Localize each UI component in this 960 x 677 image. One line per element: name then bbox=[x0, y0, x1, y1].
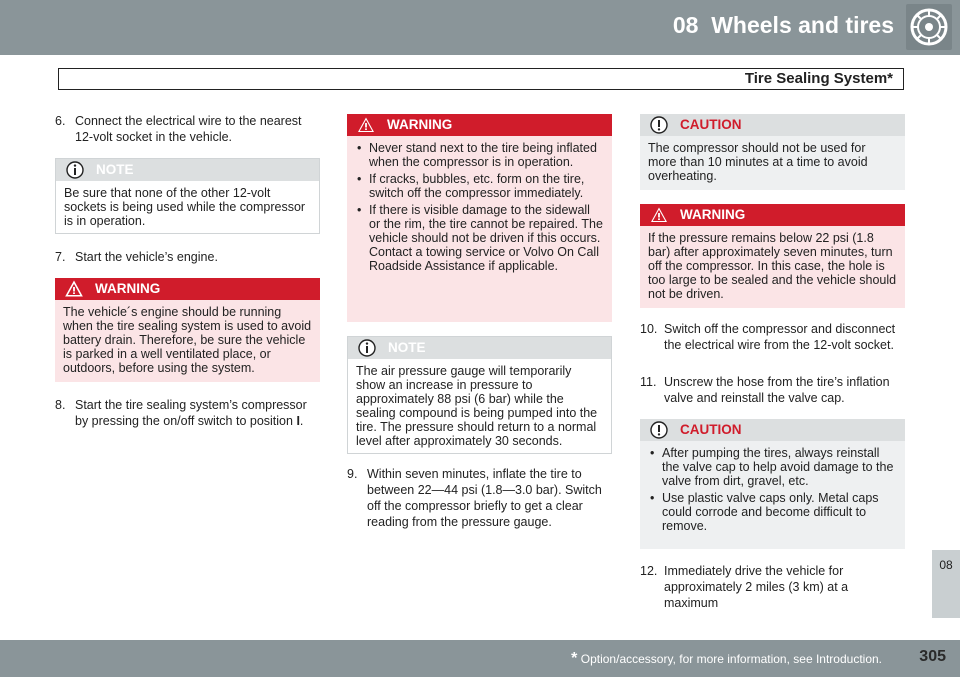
note-label: NOTE bbox=[388, 340, 426, 355]
warning-box bbox=[55, 278, 320, 382]
note-label: NOTE bbox=[96, 162, 134, 177]
chapter-side-tab bbox=[932, 550, 960, 618]
exclamation-icon bbox=[650, 116, 668, 134]
note-text: Be sure that none of the other 12-volt sockets is being used while the compressor is in operation. bbox=[64, 186, 306, 228]
step-number: 9. bbox=[347, 467, 358, 481]
info-icon bbox=[66, 161, 84, 179]
step-number: 6. bbox=[55, 114, 66, 128]
step-6 bbox=[55, 113, 320, 145]
footnote-asterisk: * bbox=[571, 650, 578, 667]
step-8-end: . bbox=[299, 414, 304, 428]
step-text: Unscrew the hose from the tire’s inflation valve and reinstall the valve cap. bbox=[664, 375, 890, 405]
list-item: • If cracks, bubbles, etc. form on the tire, switch off the compressor immediately. bbox=[355, 172, 604, 200]
list-item: • After pumping the tires, always reinstall the valve cap to help avoid damage to the valve from dirt, gravel, etc. bbox=[648, 446, 897, 488]
chapter-number: 08 bbox=[672, 12, 699, 38]
note-header bbox=[56, 159, 319, 181]
caution-list bbox=[648, 446, 897, 533]
step-text bbox=[75, 397, 320, 429]
caution-header bbox=[640, 114, 905, 136]
tire-icon bbox=[906, 4, 952, 50]
step-number: 10. bbox=[640, 322, 658, 336]
header-bar bbox=[0, 0, 960, 55]
page-number: 305 bbox=[919, 648, 946, 665]
caution-text: The compressor should not be used for more than 10 minutes at a time to avoid overheating. bbox=[648, 141, 868, 183]
caution-box bbox=[640, 114, 905, 190]
warning-body bbox=[347, 136, 612, 283]
step-text: Connect the electrical wire to the nearest 12-volt socket in the vehicle. bbox=[75, 114, 302, 144]
side-tab-label: 08 bbox=[939, 558, 953, 572]
footer-bar bbox=[0, 640, 960, 677]
warning-header bbox=[55, 278, 320, 300]
info-icon bbox=[358, 339, 376, 357]
warning-box bbox=[640, 204, 905, 308]
step-7 bbox=[55, 249, 320, 265]
exclamation-icon bbox=[650, 421, 668, 439]
warning-label: WARNING bbox=[387, 117, 453, 132]
switch-position: I bbox=[296, 414, 300, 428]
step-number: 8. bbox=[55, 398, 66, 412]
caution-header bbox=[640, 419, 905, 441]
chapter-title bbox=[673, 12, 894, 39]
step-number: 7. bbox=[55, 250, 66, 264]
step-text: Immediately drive the vehicle for approximately 2 miles (3 km) at a maximum bbox=[664, 564, 849, 610]
note-text: The air pressure gauge will temporarily show an increase in pressure to approximately 88 psi (6 bar) while the sealing compound is being pumped into the tire. The pressure should return to a normal level after approximately 30 seconds. bbox=[356, 364, 598, 448]
caution-label: CAUTION bbox=[680, 422, 742, 437]
step-8-text: Start the tire sealing system’s compressor by pressing the on/off switch to position bbox=[75, 398, 307, 428]
step-number: 12. bbox=[640, 564, 658, 578]
warning-triangle-icon bbox=[650, 206, 668, 224]
step-9 bbox=[347, 466, 612, 530]
caution-body bbox=[640, 441, 905, 543]
footnote bbox=[571, 650, 882, 668]
note-box bbox=[55, 158, 320, 234]
warning-header bbox=[640, 204, 905, 226]
footnote-text: Option/accessory, for more information, see Introduction. bbox=[580, 652, 882, 666]
warning-triangle-icon bbox=[357, 116, 375, 134]
list-item: • If there is visible damage to the sidewall or the rim, the tire cannot be repaired. The vehicle should not be driven if this occurs. Contact a towing service or Volvo On Call Roadside Assistance if applicable. bbox=[355, 203, 604, 273]
note-header bbox=[348, 337, 611, 359]
caution-label: CAUTION bbox=[680, 117, 742, 132]
step-12 bbox=[640, 563, 905, 611]
warning-list bbox=[355, 141, 604, 273]
warning-label: WARNING bbox=[95, 281, 161, 296]
step-text: Switch off the compressor and disconnect the electrical wire from the 12-volt socket. bbox=[664, 322, 896, 352]
warning-header bbox=[347, 114, 612, 136]
step-10 bbox=[640, 321, 905, 353]
list-item: • Use plastic valve caps only. Metal caps could corrode and become difficult to remove. bbox=[648, 491, 897, 533]
section-title: Tire Sealing System* bbox=[744, 70, 893, 87]
warning-triangle-icon bbox=[65, 280, 83, 298]
warning-label: WARNING bbox=[680, 207, 746, 222]
caution-box bbox=[640, 419, 905, 549]
warning-box bbox=[347, 114, 612, 322]
section-bar bbox=[58, 68, 904, 90]
warning-text: The vehicle´s engine should be running when the tire sealing system is used to avoid battery drain. Therefore, be sure the vehicle is parked in a well ventilated place, or outdoors, before using the system. bbox=[63, 305, 312, 375]
step-text: Within seven minutes, inflate the tire to between 22—44 psi (1.8—3.0 bar). Switch off the compressor briefly to get a clear reading from the pressure gauge. bbox=[367, 467, 602, 529]
step-11 bbox=[640, 374, 905, 406]
chapter-name: Wheels and tires bbox=[711, 12, 894, 38]
step-text: Start the vehicle’s engine. bbox=[75, 250, 218, 264]
list-item: • Never stand next to the tire being inflated when the compressor is in operation. bbox=[355, 141, 604, 169]
note-box bbox=[347, 336, 612, 454]
step-8 bbox=[55, 397, 320, 429]
warning-text: If the pressure remains below 22 psi (1.8 bar) after approximately seven minutes, turn off the compressor. In this case, the hole is too large to be sealed and the vehicle should not be driven. bbox=[648, 231, 897, 301]
step-number: 11. bbox=[640, 375, 657, 389]
